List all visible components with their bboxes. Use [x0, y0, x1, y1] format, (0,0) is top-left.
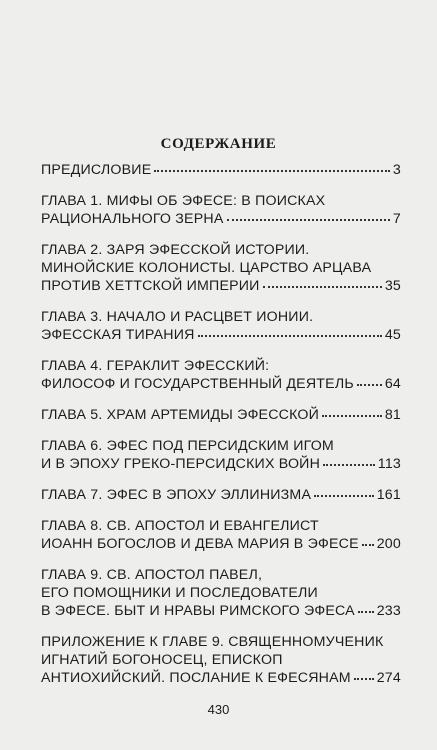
contents-heading: СОДЕРЖАНИЕ: [160, 136, 277, 152]
dot-leader: [263, 285, 382, 288]
dot-leader: [357, 383, 382, 386]
toc-entry-title: АНТИОХИЙСКИЙ. ПОСЛАНИЕ К ЕФЕСЯНАМ: [41, 670, 351, 686]
table-of-contents: [41, 161, 401, 687]
toc-entry-line: ЕГО ПОМОЩНИКИ И ПОСЛЕДОВАТЕЛИ: [41, 585, 318, 601]
toc-entry-last-line: [41, 602, 401, 620]
toc-entry-title: И В ЭПОХУ ГРЕКО-ПЕРСИДСКИХ ВОЙН: [41, 456, 321, 472]
toc-entry-line: МИНОЙСКИЕ КОЛОНИСТЫ. ЦАРСТВО АРЦАВА: [41, 260, 372, 276]
toc-entry-last-line: [41, 669, 401, 687]
toc-entry-title: ГЛАВА 7. ЭФЕС В ЭПОХУ ЭЛЛИНИЗМА: [41, 487, 312, 503]
toc-entry-line: ГЛАВА 4. ГЕРАКЛИТ ЭФЕССКИЙ:: [41, 358, 270, 374]
toc-entry-title: ГЛАВА 5. ХРАМ АРТЕМИДЫ ЭФЕССКОЙ: [41, 407, 320, 423]
toc-entry: [41, 161, 401, 179]
dot-leader: [227, 218, 390, 221]
toc-entry: [41, 241, 401, 295]
toc-entry-page: 35: [384, 278, 401, 294]
dot-leader: [154, 169, 390, 172]
toc-entry: [41, 406, 401, 424]
toc-entry-page: 81: [384, 407, 401, 423]
dot-leader: [198, 334, 382, 337]
toc-entry-line: ГЛАВА 6. ЭФЕС ПОД ПЕРСИДСКИМ ИГОМ: [41, 438, 334, 454]
toc-entry: [41, 357, 401, 393]
toc-entry-page: 233: [376, 603, 401, 619]
toc-entry-line: ИГНАТИЙ БОГОНОСЕЦ, ЕПИСКОП: [41, 652, 283, 668]
toc-entry: [41, 437, 401, 473]
toc-entry-line: ПРИЛОЖЕНИЕ К ГЛАВЕ 9. СВЯЩЕННОМУЧЕНИК: [41, 634, 384, 650]
toc-entry-page: 3: [392, 162, 401, 178]
dot-leader: [323, 463, 375, 466]
toc-entry-last-line: [41, 486, 401, 504]
toc-entry-title: ПРОТИВ ХЕТТСКОЙ ИМПЕРИИ: [41, 278, 260, 294]
toc-entry-page: 64: [384, 376, 401, 392]
toc-entry-title: ЭФЕССКАЯ ТИРАНИЯ: [41, 327, 195, 343]
toc-entry-title: ИОАНН БОГОСЛОВ И ДЕВА МАРИЯ В ЭФЕСЕ: [41, 536, 359, 552]
toc-entry-last-line: [41, 277, 401, 295]
dot-leader: [314, 494, 374, 497]
toc-entry-last-line: [41, 326, 401, 344]
toc-entry-line: ГЛАВА 2. ЗАРЯ ЭФЕССКОЙ ИСТОРИИ.: [41, 242, 310, 258]
toc-entry: [41, 308, 401, 344]
toc-entry-title: ПРЕДИСЛОВИЕ: [41, 162, 152, 178]
toc-entry-page: 274: [376, 670, 401, 686]
toc-entry-line: ГЛАВА 9. СВ. АПОСТОЛ ПАВЕЛ,: [41, 567, 263, 583]
toc-entry-line: ГЛАВА 8. СВ. АПОСТОЛ И ЕВАНГЕЛИСТ: [41, 518, 319, 534]
toc-entry-line: ГЛАВА 3. НАЧАЛО И РАСЦВЕТ ИОНИИ.: [41, 309, 314, 325]
toc-entry: [41, 486, 401, 504]
toc-entry-page: 200: [376, 536, 401, 552]
toc-entry-title: ФИЛОСОФ И ГОСУДАРСТВЕННЫЙ ДЕЯТЕЛЬ: [41, 376, 354, 392]
toc-entry: [41, 192, 401, 228]
toc-entry-last-line: [41, 161, 401, 179]
toc-entry: [41, 566, 401, 620]
dot-leader: [322, 414, 382, 417]
toc-entry-title: РАЦИОНАЛЬНОГО ЗЕРНА: [41, 211, 224, 227]
toc-entry-last-line: [41, 455, 401, 473]
toc-entry-page: 45: [384, 327, 401, 343]
dot-leader: [362, 543, 374, 546]
toc-entry: [41, 517, 401, 553]
page-number: 430: [207, 702, 230, 717]
toc-entry-last-line: [41, 535, 401, 553]
toc-entry-page: 113: [377, 456, 401, 472]
toc-entry-title: В ЭФЕСЕ. БЫТ И НРАВЫ РИМСКОГО ЭФЕСА: [41, 603, 355, 619]
toc-entry: [41, 633, 401, 687]
toc-entry-last-line: [41, 406, 401, 424]
dot-leader: [358, 610, 374, 613]
toc-entry-line: ГЛАВА 1. МИФЫ ОБ ЭФЕСЕ: В ПОИСКАХ: [41, 193, 326, 209]
dot-leader: [354, 677, 374, 680]
toc-entry-page: 7: [392, 211, 401, 227]
toc-entry-last-line: [41, 210, 401, 228]
toc-entry-last-line: [41, 375, 401, 393]
toc-entry-page: 161: [376, 487, 401, 503]
